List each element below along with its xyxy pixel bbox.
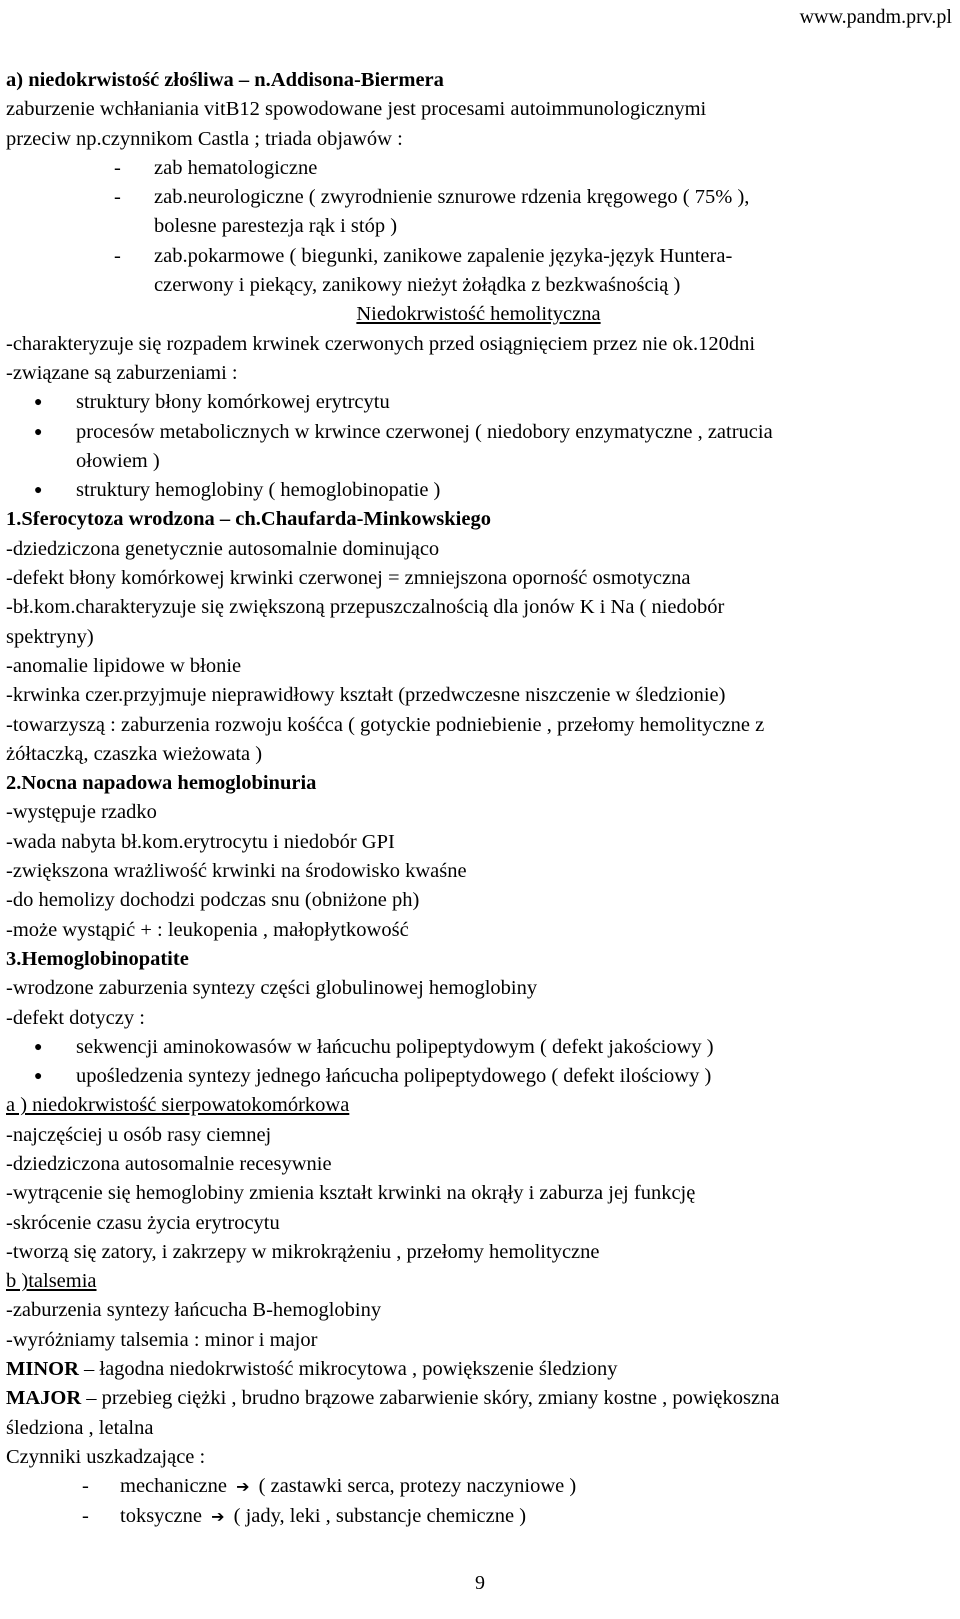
major-line: MAJOR – przebieg ciężki , brudno brązowe zabarwienie skóry, zmiany kostne , powiękoszna: [6, 1387, 780, 1410]
text-line: -dziedziczona genetycznie autosomalnie dominująco: [6, 537, 440, 560]
hemolytic-title-row: [6, 300, 951, 329]
text-line: przeciw np.czynnikom Castla ; triada objawów :: [6, 127, 403, 150]
bullet-item: ● struktury błony komórkowej erytrcytu: [6, 388, 951, 417]
hemolytic-title: Niedokrwistość hemolityczna: [356, 303, 601, 326]
document-body: [6, 66, 951, 1531]
dash-item-continuation: czerwony i piekący, zanikowy nieżyt żołądka z bezkwaśnością ): [154, 274, 681, 297]
text-line: -wytrącenie się hemoglobiny zmienia kształt krwinki na okrąły i zaburza jej funkcję: [6, 1182, 696, 1205]
bullet-item: ● upośledzenia syntezy jednego łańcucha polipeptydowego ( defekt ilościowy ): [6, 1062, 951, 1091]
text-line: -zwiększona wrażliwość krwinki na środowisko kwaśne: [6, 860, 467, 883]
text-line: -tworzą się zatory, i zakrzepy w mikrokrążeniu , przełomy hemolityczne: [6, 1240, 600, 1263]
sickle-heading-row: [6, 1091, 951, 1120]
text-line: -krwinka czer.przyjmuje nieprawidłowy kształt (przedwczesne niszczenie w śledzionie): [6, 684, 726, 707]
dash-item: - zab.neurologiczne ( zwyrodnienie sznurowe rdzenia kręgowego ( 75% ),: [114, 186, 750, 209]
text-line: -defekt błony komórkowej krwinki czerwonej = zmniejszona oporność osmotyczna: [6, 567, 691, 590]
bullet-item-continuation: ołowiem ): [76, 449, 160, 472]
dash-item-continuation: bolesne parestezja rąk i stóp ): [154, 215, 398, 238]
text-line: -defekt dotyczy :: [6, 1006, 145, 1029]
text-line: zaburzenie wchłaniania vitB12 spowodowane jest procesami autoimmunologicznymi: [6, 98, 707, 121]
text-line: spektryny): [6, 625, 94, 648]
text-line: -do hemolizy dochodzi podczas snu (obniżone ph): [6, 889, 420, 912]
text-line: -może wystąpić + : leukopenia , małopłytkowość: [6, 918, 409, 941]
text-line: żółtaczką, czaszka wieżowata ): [6, 742, 263, 765]
bullet-item: ● sekwencji aminokowasów w łańcuchu polipeptydowym ( defekt jakościowy ): [6, 1033, 951, 1062]
arrow-right-icon: ➔: [211, 1506, 225, 1526]
text-line: -charakteryzuje się rozpadem krwinek czerwonych przed osiągnięciem przez nie ok.120dni: [6, 332, 756, 355]
factor-item: - toksyczne ➔ ( jady, leki , substancje chemiczne ): [6, 1502, 951, 1531]
pnh-heading: 2.Nocna napadowa hemoglobinuria: [6, 772, 317, 795]
text-line: -zaburzenia syntezy łańcucha B-hemoglobiny: [6, 1299, 382, 1322]
arrow-right-icon: ➔: [236, 1477, 250, 1497]
bullet-item: ● struktury hemoglobiny ( hemoglobinopatie ): [6, 476, 951, 505]
spherocytosis-heading: 1.Sferocytoza wrodzona – ch.Chaufarda-Minkowskiego: [6, 508, 491, 531]
page-number: 9: [475, 1572, 485, 1594]
text-line: -występuje rzadko: [6, 801, 157, 824]
dash-item: - zab hematologiczne: [114, 156, 318, 179]
minor-label: MINOR: [6, 1358, 79, 1381]
hemoglobinopathies-heading: 3.Hemoglobinopatite: [6, 947, 189, 970]
factor-item: - mechaniczne ➔ ( zastawki serca, protezy naczyniowe ): [6, 1472, 951, 1501]
major-label: MAJOR: [6, 1387, 82, 1410]
text-line: -towarzyszą : zaburzenia rozwoju kośćca ( gotyckie podniebienie , przełomy hemolityczne z: [6, 713, 765, 736]
text-line: -dziedziczona autosomalnie recesywnie: [6, 1152, 332, 1175]
text-line: -najczęściej u osób rasy ciemnej: [6, 1123, 272, 1146]
text-line: -wrodzone zaburzenia syntezy części globulinowej hemoglobiny: [6, 977, 538, 1000]
section-a-heading: a) niedokrwistość złośliwa – n.Addisona-Biermera: [6, 69, 444, 91]
text-line: -anomalie lipidowe w błonie: [6, 654, 242, 677]
sickle-heading: a ) niedokrwistość sierpowatokomórkowa: [6, 1094, 350, 1117]
text-line: -wyróżniamy talsemia : minor i major: [6, 1328, 318, 1351]
dash-item: - zab.pokarmowe ( biegunki, zanikowe zapalenie języka-język Huntera-: [114, 244, 733, 267]
text-line: -bł.kom.charakteryzuje się zwiększoną przepuszczalnością dla jonów K i Na ( niedobór: [6, 596, 725, 619]
thalassemia-heading: b )talsemia: [6, 1270, 97, 1293]
minor-line: MINOR – łagodna niedokrwistość mikrocytowa , powiększenie śledziony: [6, 1358, 618, 1381]
factors-heading: Czynniki uszkadzające :: [6, 1445, 206, 1468]
thalassemia-heading-row: [6, 1267, 951, 1296]
text-line: -skrócenie czasu życia erytrocytu: [6, 1211, 280, 1234]
text-line: śledziona , letalna: [6, 1416, 154, 1439]
header-url: www.pandm.prv.pl: [799, 6, 952, 28]
bullet-item: ● procesów metabolicznych w krwince czerwonej ( niedobory enzymatyczne , zatrucia: [6, 418, 951, 447]
text-line: -związane są zaburzeniami :: [6, 361, 238, 384]
text-line: -wada nabyta bł.kom.erytrocytu i niedobór GPI: [6, 830, 395, 853]
